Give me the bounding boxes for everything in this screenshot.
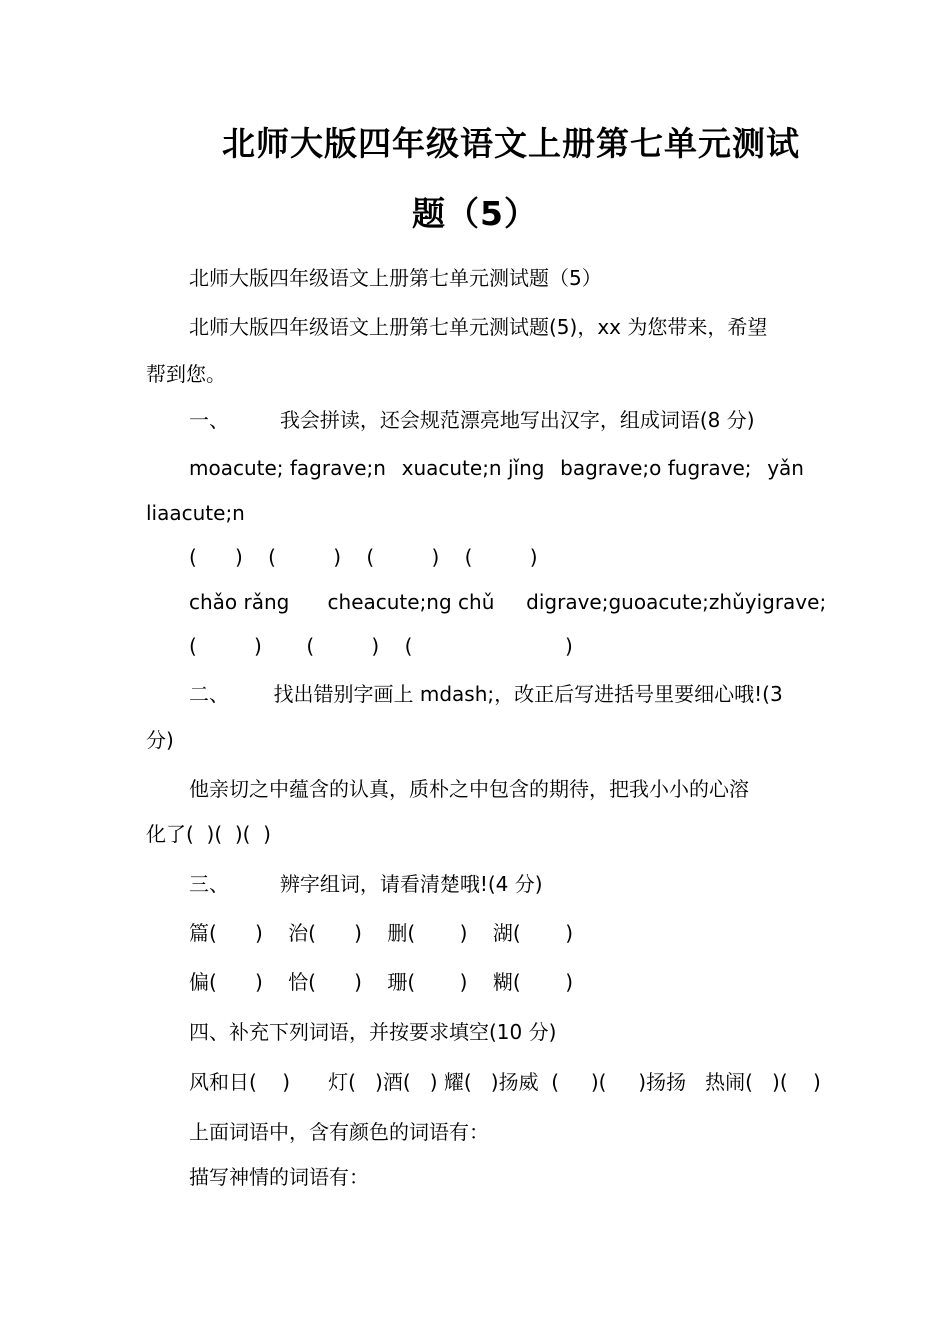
intro-desc: 北师大版四年级语文上册第七单元测试题(5)，xx 为您带来，希望 — [189, 315, 768, 339]
section2-heading-cont: 分) — [146, 728, 174, 752]
pinyin-row-1-cont: liaacute;n — [146, 501, 245, 525]
doc-title-line2: 题（5） — [412, 194, 538, 233]
section1-heading: 一、 我会拼读，还会规范漂亮地写出汉字，组成词语(8 分) — [189, 408, 755, 432]
section2-sentence: 他亲切之中蕴含的认真，质朴之中包含的期待，把我小小的心溶 — [189, 777, 749, 801]
section4-question-expressions: 描写神情的词语有： — [189, 1165, 369, 1189]
pinyin-word: yǎn — [767, 456, 804, 480]
pinyin-word: xuacute;n jǐng — [401, 456, 545, 480]
section4-words: 风和日( ) 灯( )酒( ) 耀( )扬威 ( )( )扬扬 热闹( )( ) — [189, 1070, 821, 1094]
pinyin-row-2: chǎo rǎng cheacute;ng chǔ digrave;guoacute;zhǔyigrave; — [189, 590, 827, 614]
intro-desc-cont: 帮到您。 — [146, 362, 226, 386]
answer-blanks-row-2: ( ) ( ) ( ) — [189, 634, 573, 658]
section3-heading: 三、 辨字组词，请看清楚哦!(4 分) — [189, 872, 543, 896]
section2-heading: 二、 找出错别字画上 mdash;，改正后写进括号里要细心哦!(3 — [189, 682, 783, 706]
section3-row-1: 篇( ) 治( ) 删( ) 湖( ) — [189, 921, 574, 945]
section4-heading: 四、补充下列词语，并按要求填空(10 分) — [189, 1020, 557, 1044]
section2-sentence-cont: 化了( )( )( ) — [146, 822, 271, 846]
pinyin-word: moacute; fagrave;n — [189, 456, 386, 480]
subtitle: 北师大版四年级语文上册第七单元测试题（5） — [189, 266, 602, 290]
answer-blanks-row-1: ( ) ( ) ( ) ( ) — [189, 545, 538, 569]
section4-question-colors: 上面词语中，含有颜色的词语有： — [189, 1120, 489, 1144]
pinyin-row-1 — [189, 454, 804, 482]
pinyin-word: bagrave;o fugrave; — [560, 456, 752, 480]
doc-title-line1: 北师大版四年级语文上册第七单元测试 — [222, 124, 800, 163]
section3-row-2: 偏( ) 恰( ) 珊( ) 糊( ) — [189, 970, 574, 994]
